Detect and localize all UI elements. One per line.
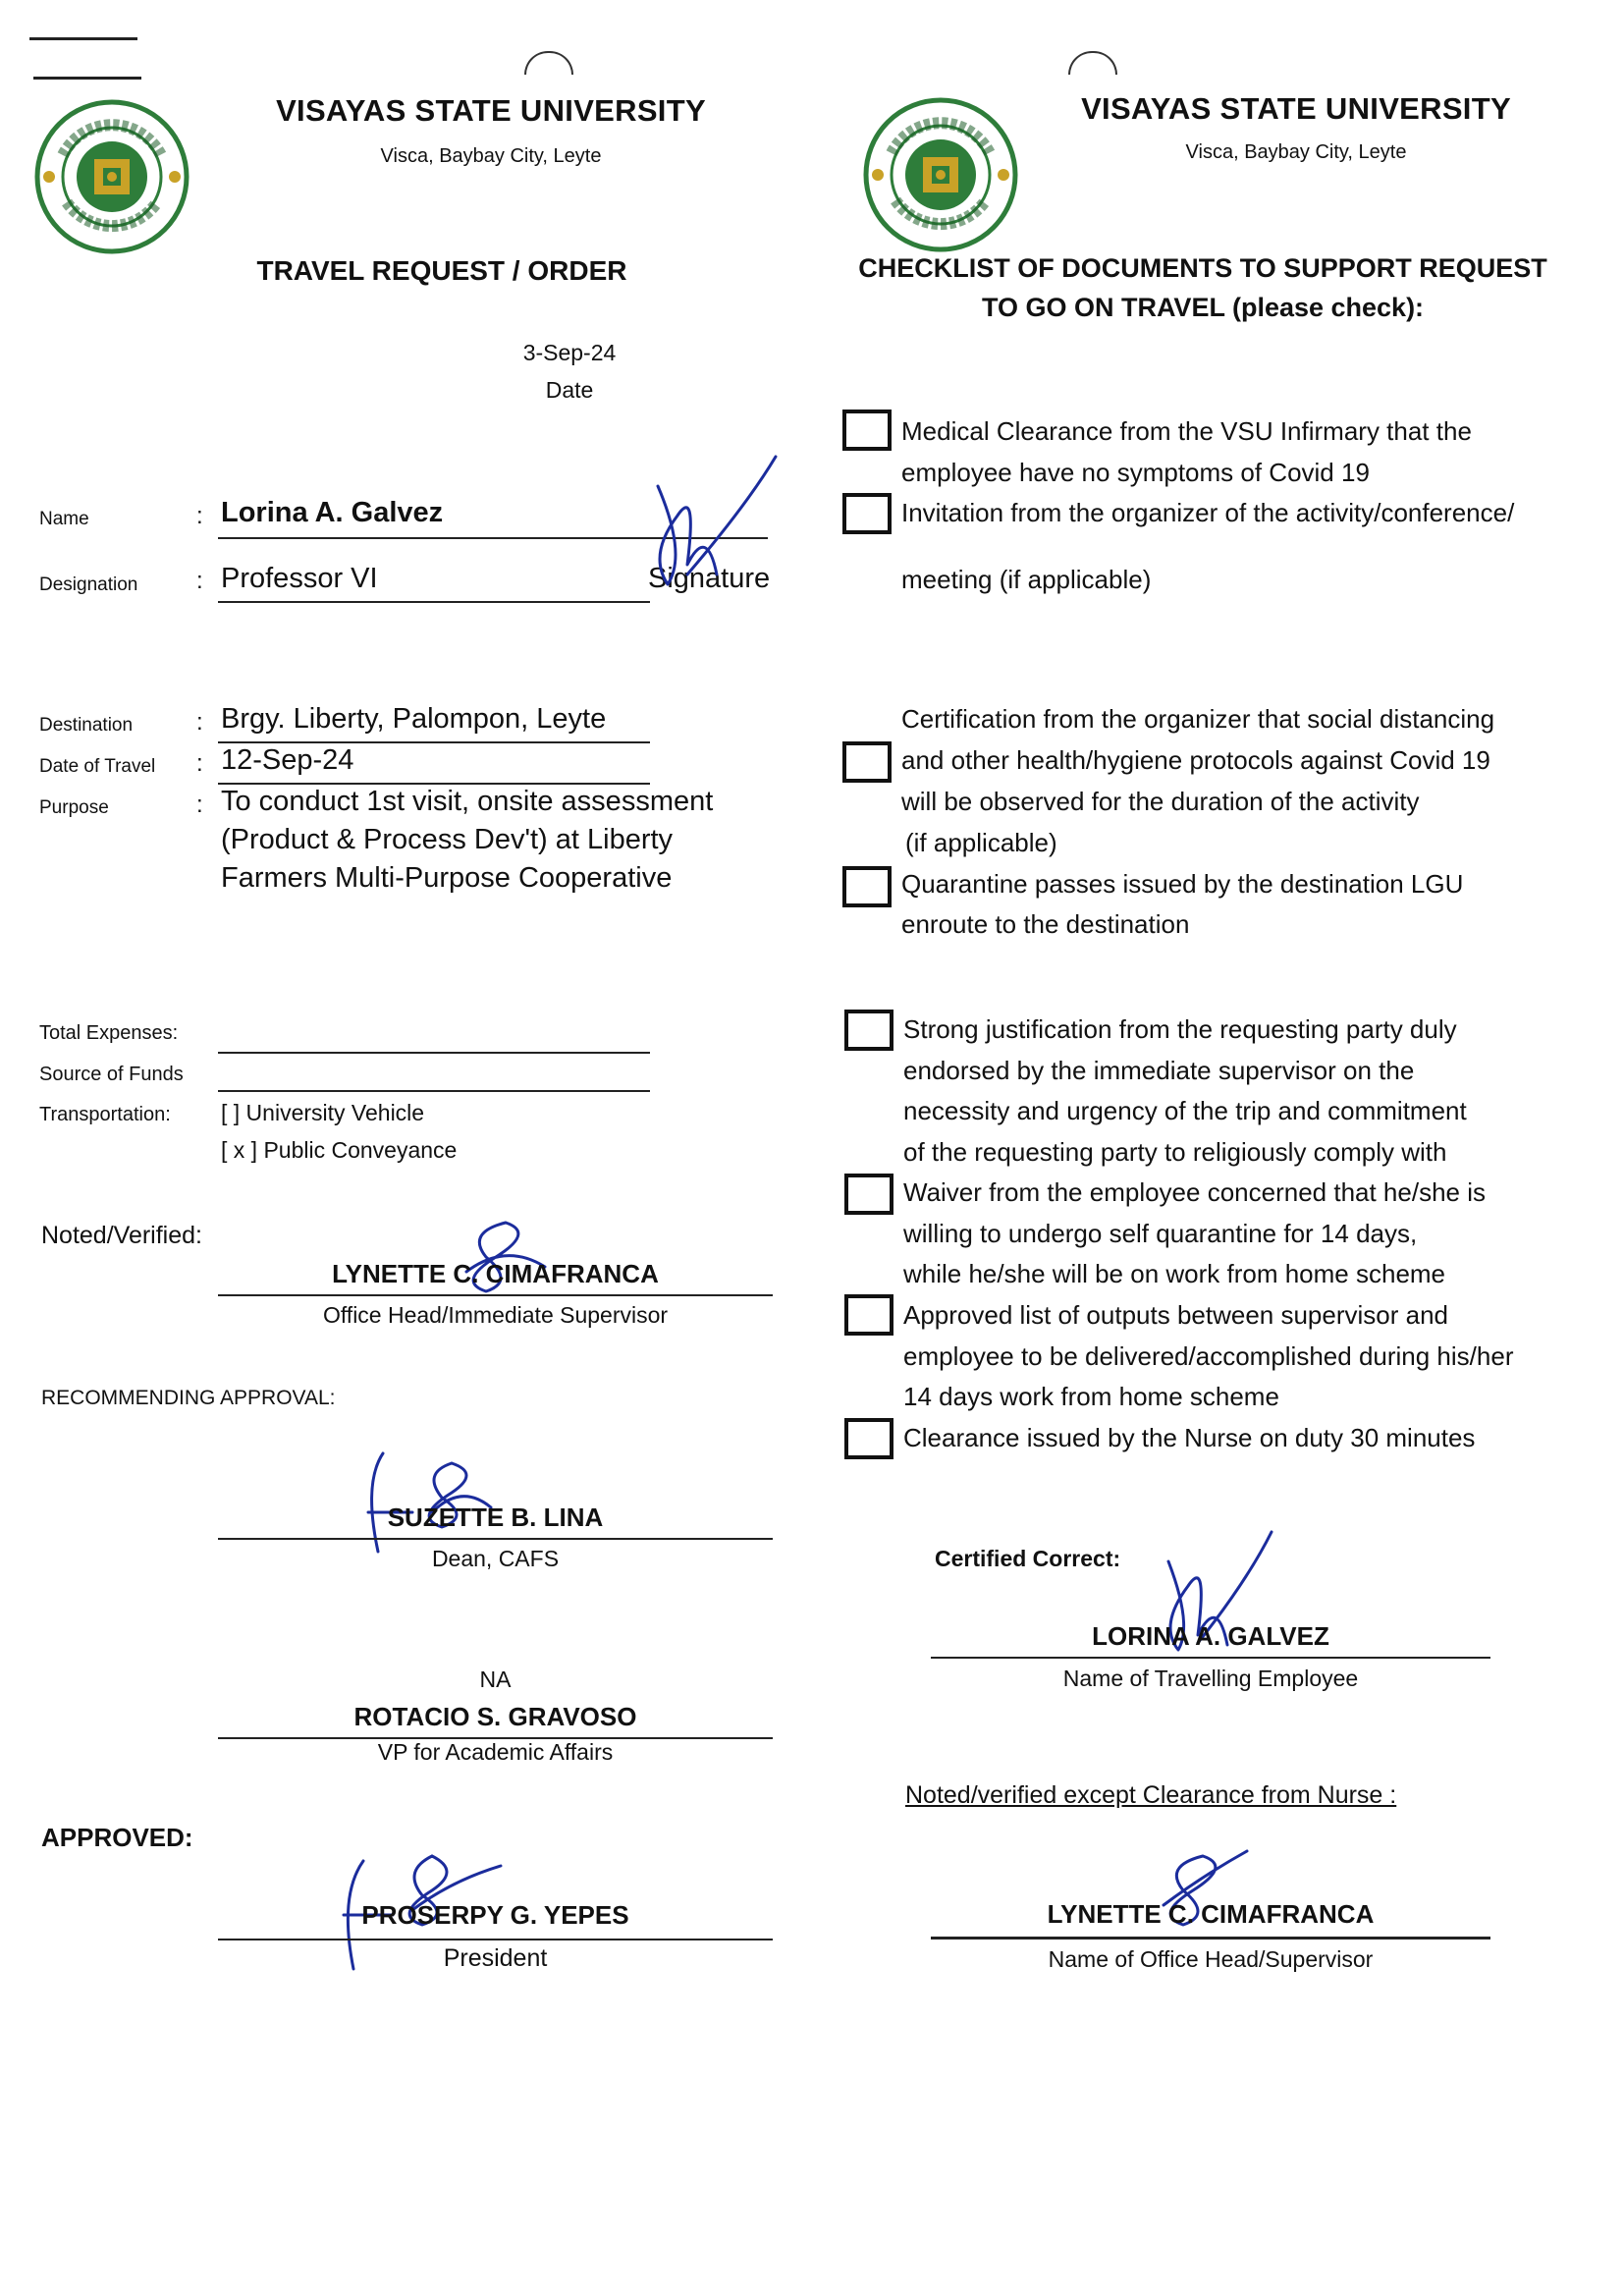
recommending-name: SUZETTE B. LINA: [387, 1503, 604, 1532]
transport-option-public-conveyance: [ x ] Public Conveyance: [221, 1137, 458, 1163]
head-title: Name of Office Head/Supervisor: [1048, 1946, 1374, 1972]
checklist-item-text: Strong justification from the requesting party duly: [903, 1014, 1457, 1044]
colon: :: [196, 750, 203, 777]
name-label: Name: [39, 509, 89, 529]
university-location: Visca, Baybay City, Leyte: [1185, 141, 1407, 163]
colon: :: [196, 792, 203, 818]
transportation-label: Transportation:: [39, 1104, 171, 1125]
punch-hole-mark: [524, 51, 573, 75]
certified-correct-label: Certified Correct:: [935, 1546, 1121, 1571]
president-title: President: [443, 1944, 548, 1972]
purpose-line: To conduct 1st visit, onsite assessment: [221, 786, 714, 817]
name-underline: [218, 537, 768, 539]
head-signature-line: [931, 1937, 1490, 1940]
checklist-item-text: Approved list of outputs between supervisor and: [903, 1300, 1449, 1330]
checklist-item-text: employee to be delivered/accomplished during his/her: [903, 1341, 1514, 1371]
destination-underline: [218, 741, 650, 743]
checklist-item-text: Medical Clearance from the VSU Infirmary that the: [901, 416, 1472, 446]
noted-verified-label: Noted/Verified:: [41, 1222, 202, 1249]
margin-mark: [29, 37, 137, 40]
checklist-item-text: Waiver from the employee concerned that he/she is: [903, 1177, 1486, 1207]
university-name: VISAYAS STATE UNIVERSITY: [1081, 91, 1511, 126]
approved-label: APPROVED:: [41, 1823, 193, 1852]
checklist-item-text: necessity and urgency of the trip and commitment: [903, 1096, 1467, 1125]
checklist-item-text: willing to undergo self quarantine for 14 days,: [903, 1219, 1418, 1248]
checklist-item-text: meeting (if applicable): [901, 565, 1152, 594]
date-of-travel-value: 12-Sep-24: [221, 744, 354, 776]
checkbox-certification[interactable]: [842, 741, 892, 783]
noted-signature-line: [218, 1294, 773, 1296]
checklist-item-text: Clearance issued by the Nurse on duty 30 minutes: [903, 1423, 1476, 1452]
checklist-item-text: of the requesting party to religiously comply with: [903, 1137, 1447, 1167]
checklist-item-text: employee have no symptoms of Covid 19: [901, 458, 1370, 487]
source-of-funds-label: Source of Funds: [39, 1064, 184, 1085]
source-of-funds-underline: [218, 1090, 650, 1092]
checklist-item-text: 14 days work from home scheme: [903, 1382, 1279, 1411]
checklist-item-text: while he/she will be on work from home scheme: [903, 1259, 1446, 1288]
checkbox-invitation[interactable]: [842, 493, 892, 534]
destination-value: Brgy. Liberty, Palompon, Leyte: [221, 703, 607, 735]
employee-signature-line: [931, 1657, 1490, 1659]
punch-hole-mark: [1068, 51, 1117, 75]
checklist-item-text: enroute to the destination: [901, 909, 1190, 939]
purpose-line: (Product & Process Dev't) at Liberty: [221, 824, 674, 855]
head-name: LYNETTE C. CIMAFRANCA: [1047, 1899, 1375, 1929]
checkbox-nurse-clearance[interactable]: [844, 1418, 893, 1459]
university-location: Visca, Baybay City, Leyte: [380, 145, 602, 167]
checklist-item-text: Certification from the organizer that social distancing: [901, 704, 1495, 734]
president-signature-line: [218, 1939, 773, 1940]
checklist-item-text: (if applicable): [905, 828, 1057, 857]
date-label: Date: [545, 377, 594, 403]
checklist-item-text: endorsed by the immediate supervisor on the: [903, 1056, 1415, 1085]
colon: :: [196, 503, 203, 529]
designation-label: Designation: [39, 574, 138, 595]
signature-label: Signature: [648, 563, 771, 594]
recommending-approval-label: RECOMMENDING APPROVAL:: [41, 1387, 336, 1409]
total-expenses-underline: [218, 1052, 650, 1054]
purpose-line: Farmers Multi-Purpose Cooperative: [221, 862, 673, 894]
total-expenses-label: Total Expenses:: [39, 1022, 179, 1044]
university-seal-logo: [862, 96, 1019, 253]
checklist-item-text: and other health/hygiene protocols against Covid 19: [901, 745, 1490, 775]
transport-option-university-vehicle: [ ] University Vehicle: [221, 1100, 425, 1125]
checkbox-quarantine-passes[interactable]: [842, 866, 892, 907]
noted-title: Office Head/Immediate Supervisor: [322, 1302, 669, 1328]
checklist-title: CHECKLIST OF DOCUMENTS TO SUPPORT REQUEST: [858, 253, 1547, 283]
checklist-title: TO GO ON TRAVEL (please check):: [981, 293, 1425, 322]
noted-except-nurse-label: Noted/verified except Clearance from Nurse :: [905, 1781, 1397, 1809]
university-seal-logo: [33, 98, 190, 255]
vp-title: VP for Academic Affairs: [377, 1739, 614, 1765]
designation-underline: [218, 601, 650, 603]
vp-note: NA: [479, 1667, 512, 1692]
employee-title: Name of Travelling Employee: [1062, 1666, 1359, 1691]
recommending-title: Dean, CAFS: [431, 1546, 560, 1571]
destination-label: Destination: [39, 715, 134, 736]
checkbox-waiver[interactable]: [844, 1174, 893, 1215]
colon: :: [196, 709, 203, 736]
vp-name: ROTACIO S. GRAVOSO: [353, 1702, 637, 1731]
name-value: Lorina A. Galvez: [221, 497, 444, 528]
university-name: VISAYAS STATE UNIVERSITY: [276, 93, 706, 128]
margin-mark: [33, 77, 141, 80]
checkbox-approved-outputs[interactable]: [844, 1294, 893, 1336]
colon: :: [196, 568, 203, 594]
noted-name: LYNETTE C. CIMAFRANCA: [332, 1259, 659, 1288]
purpose-label: Purpose: [39, 797, 109, 818]
date-value: 3-Sep-24: [522, 340, 617, 365]
president-name: PROSERPY G. YEPES: [361, 1900, 629, 1930]
date-of-travel-label: Date of Travel: [39, 756, 156, 777]
checkbox-medical-clearance[interactable]: [842, 410, 892, 451]
form-title: TRAVEL REQUEST / ORDER: [256, 255, 627, 286]
employee-name: LORINA A. GALVEZ: [1092, 1621, 1329, 1651]
date-of-travel-underline: [218, 783, 650, 785]
checklist-item-text: Quarantine passes issued by the destination LGU: [901, 869, 1464, 899]
checklist-item-text: will be observed for the duration of the activity: [901, 787, 1420, 816]
checklist-item-text: Invitation from the organizer of the activity/conference/: [901, 498, 1515, 527]
designation-value: Professor VI: [221, 563, 378, 594]
checkbox-strong-justification[interactable]: [844, 1010, 893, 1051]
recommending-signature-line: [218, 1538, 773, 1540]
